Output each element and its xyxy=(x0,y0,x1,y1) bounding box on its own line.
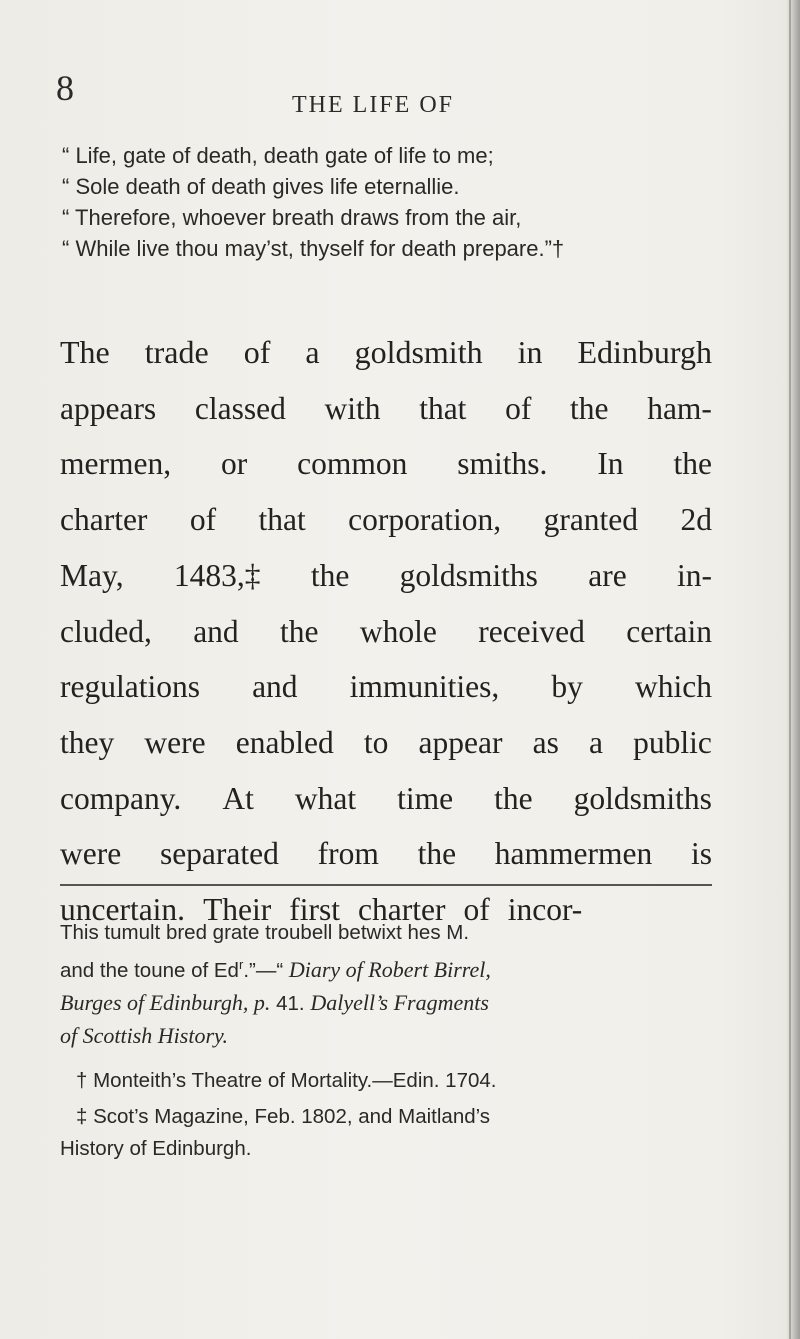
footnote-text: .”—“ xyxy=(243,958,289,982)
word: In xyxy=(597,446,624,482)
word: by xyxy=(551,669,583,705)
word: common xyxy=(297,446,408,482)
footnote-rule xyxy=(60,884,712,886)
word: the xyxy=(417,836,457,872)
word: or xyxy=(220,446,248,482)
word: goldsmiths xyxy=(573,780,712,816)
word: 2d xyxy=(680,502,712,538)
footnote-line: This tumult bred grate troubell betwixt hes M. xyxy=(60,921,470,944)
word: the xyxy=(673,446,712,482)
page-number: 8 xyxy=(56,68,74,108)
verse-block xyxy=(62,140,742,264)
footnote-text: and the toune of Ed xyxy=(60,958,239,982)
word: to xyxy=(363,724,389,760)
verse-line: “ While live thou may’st, thyself for death prepare.”† xyxy=(62,236,565,261)
word: immunities, xyxy=(349,669,500,705)
word: trade xyxy=(144,334,209,370)
word: of xyxy=(463,892,490,928)
word: enabled xyxy=(235,724,334,760)
word: and xyxy=(193,613,239,649)
running-head: THE LIFE OF xyxy=(292,92,454,118)
word: public xyxy=(633,724,712,760)
word: of xyxy=(505,390,532,426)
word: appear xyxy=(418,724,503,760)
word: time xyxy=(397,780,454,816)
footnote-text: 41. xyxy=(270,991,311,1015)
word: cluded, xyxy=(60,613,152,649)
word: received xyxy=(478,613,585,649)
word: separated xyxy=(159,836,279,872)
word: were xyxy=(60,836,122,872)
word: the xyxy=(570,390,609,426)
word: with xyxy=(324,390,381,426)
word: of xyxy=(243,334,271,370)
word: they xyxy=(60,724,115,760)
word: that xyxy=(258,502,306,538)
body-line xyxy=(60,436,712,492)
body-line xyxy=(60,381,712,437)
word: were xyxy=(144,724,206,760)
word: that xyxy=(419,390,467,426)
page-edge-line xyxy=(789,0,791,1339)
footnote-dagger: † Monteith’s Theatre of Mortality.—Edin. 1704. xyxy=(76,1068,497,1092)
word: the xyxy=(280,613,319,649)
body-line xyxy=(60,715,712,771)
word: 1483,‡ xyxy=(173,557,261,593)
word: charter xyxy=(60,502,148,538)
body-line xyxy=(60,604,712,660)
word: a xyxy=(305,334,320,370)
footnote-double-dagger: ‡ Scot’s Magazine, Feb. 1802, and Maitland’s xyxy=(76,1104,491,1128)
footnote-citation: Diary of Robert Birrel, xyxy=(288,956,491,982)
body-line xyxy=(60,548,712,604)
word: appears xyxy=(60,390,157,426)
footnote-line: History of Edinburgh. xyxy=(60,1136,252,1160)
body-line xyxy=(60,826,712,882)
word: the xyxy=(494,780,533,816)
word: incor- xyxy=(507,892,583,928)
body-line xyxy=(60,659,712,715)
word: May, xyxy=(60,557,124,593)
word: mermen, xyxy=(60,446,172,482)
word: a xyxy=(589,724,604,760)
word: corporation, xyxy=(348,502,502,538)
word: are xyxy=(588,557,627,593)
word: granted xyxy=(543,502,639,538)
word: regulations xyxy=(60,669,200,705)
word: and xyxy=(252,669,298,705)
word: hammermen xyxy=(494,836,653,872)
word: At xyxy=(222,780,254,816)
word: goldsmiths xyxy=(399,557,538,593)
verse-line: “ Life, gate of death, death gate of life to me; xyxy=(62,143,494,168)
word: the xyxy=(310,557,350,593)
word: company. xyxy=(60,780,182,816)
word: uncertain. xyxy=(60,892,186,928)
footnote-citation: Burges of Edinburgh, p. xyxy=(60,989,271,1015)
word: The xyxy=(60,334,110,370)
word: classed xyxy=(194,390,286,426)
word: which xyxy=(635,669,712,705)
word: Their xyxy=(203,892,272,928)
footnote-line xyxy=(60,949,712,987)
word: certain xyxy=(626,613,712,649)
body-line xyxy=(60,325,712,381)
verse-line: “ Therefore, whoever breath draws from the air, xyxy=(62,205,522,230)
word: charter xyxy=(358,892,446,928)
footnote-superscript: r xyxy=(238,957,244,972)
body-paragraph xyxy=(60,325,712,938)
footnote-citation: of Scottish History. xyxy=(60,1022,229,1048)
word: ham- xyxy=(647,390,712,426)
word: in- xyxy=(676,557,712,593)
verse-line: “ Sole death of death gives life eternallie. xyxy=(62,174,460,199)
word: what xyxy=(294,780,357,816)
body-line xyxy=(60,771,712,827)
footnotes xyxy=(60,917,712,1165)
word: in xyxy=(517,334,543,370)
footnote-line xyxy=(60,987,712,1020)
footnote-citation: Dalyell’s Fragments xyxy=(310,989,489,1015)
word: of xyxy=(189,502,217,538)
word: first xyxy=(289,892,341,928)
word: whole xyxy=(359,613,437,649)
word: as xyxy=(532,724,559,760)
word: is xyxy=(690,836,712,872)
word: smiths. xyxy=(457,446,548,482)
word: from xyxy=(317,836,379,872)
footnote-line xyxy=(60,1020,712,1053)
word: Edinburgh xyxy=(577,334,712,370)
word: goldsmith xyxy=(354,334,483,370)
body-line xyxy=(60,492,712,548)
